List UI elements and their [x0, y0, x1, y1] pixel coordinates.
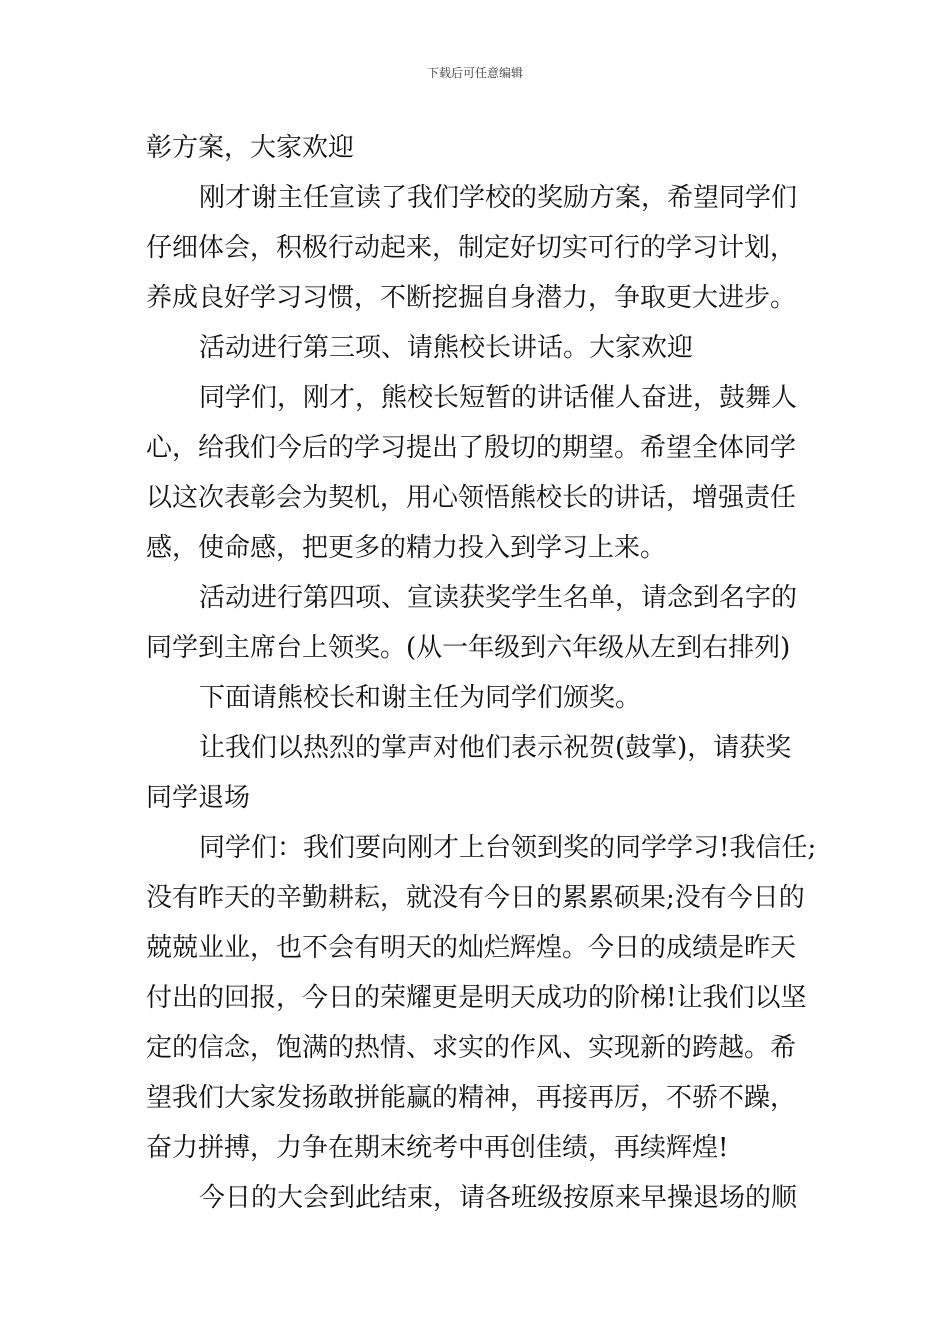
document-body [146, 128, 817, 1228]
text-line: 活动进行第四项、宣读获奖学生名单，请念到名字的 [199, 583, 798, 613]
text-line: 定的信念，饱满的热情、求实的作风、实现新的跨越。希 [146, 1033, 797, 1063]
text-line: 养成良好学习习惯，不断挖掘自身潜力，争取更大进步。 [146, 283, 797, 313]
text-line: 兢兢业业，也不会有明天的灿烂辉煌。今日的成绩是昨天 [146, 933, 797, 963]
text-line: 刚才谢主任宣读了我们学校的奖励方案，希望同学们 [199, 183, 798, 213]
text-line: 心，给我们今后的学习提出了殷切的期望。希望全体同学 [146, 433, 797, 463]
text-line: 彰方案，大家欢迎 [146, 133, 355, 163]
text-line: 同学们，刚才，熊校长短暂的讲话催人奋进，鼓舞人 [199, 383, 798, 413]
text-line: 感，使命感，把更多的精力投入到学习上来。 [146, 533, 667, 563]
page-header: 下载后可任意编辑 [426, 66, 523, 80]
text-line: 仔细体会，积极行动起来，制定好切实可行的学习计划， [146, 233, 797, 263]
text-line: 今日的大会到此结束，请各班级按原来早操退场的顺 [199, 1183, 798, 1213]
text-line: 没有昨天的辛勤耕耘，就没有今日的累累硕果;没有今日的 [146, 883, 805, 913]
text-line: 奋力拼搏，力争在期末统考中再创佳绩，再续辉煌! [146, 1133, 729, 1163]
text-line: 下面请熊校长和谢主任为同学们颁奖。 [199, 683, 642, 713]
text-line: 付出的回报，今日的荣耀更是明天成功的阶梯!让我们以坚 [146, 983, 807, 1013]
text-line: 望我们大家发扬敢拼能赢的精神，再接再厉，不骄不躁， [146, 1083, 797, 1113]
text-line: 同学们：我们要向刚才上台领到奖的同学学习!我信任; [199, 833, 817, 863]
text-line: 同学退场 [146, 783, 251, 813]
text-line: 以这次表彰会为契机，用心领悟熊校长的讲话，增强责任 [146, 483, 797, 513]
text-line: 活动进行第三项、请熊校长讲话。大家欢迎 [199, 333, 694, 363]
text-line: 让我们以热烈的掌声对他们表示祝贺(鼓掌)，请获奖 [199, 733, 792, 763]
text-line: 同学到主席台上领奖。(从一年级到六年级从左到右排列) [146, 633, 791, 663]
